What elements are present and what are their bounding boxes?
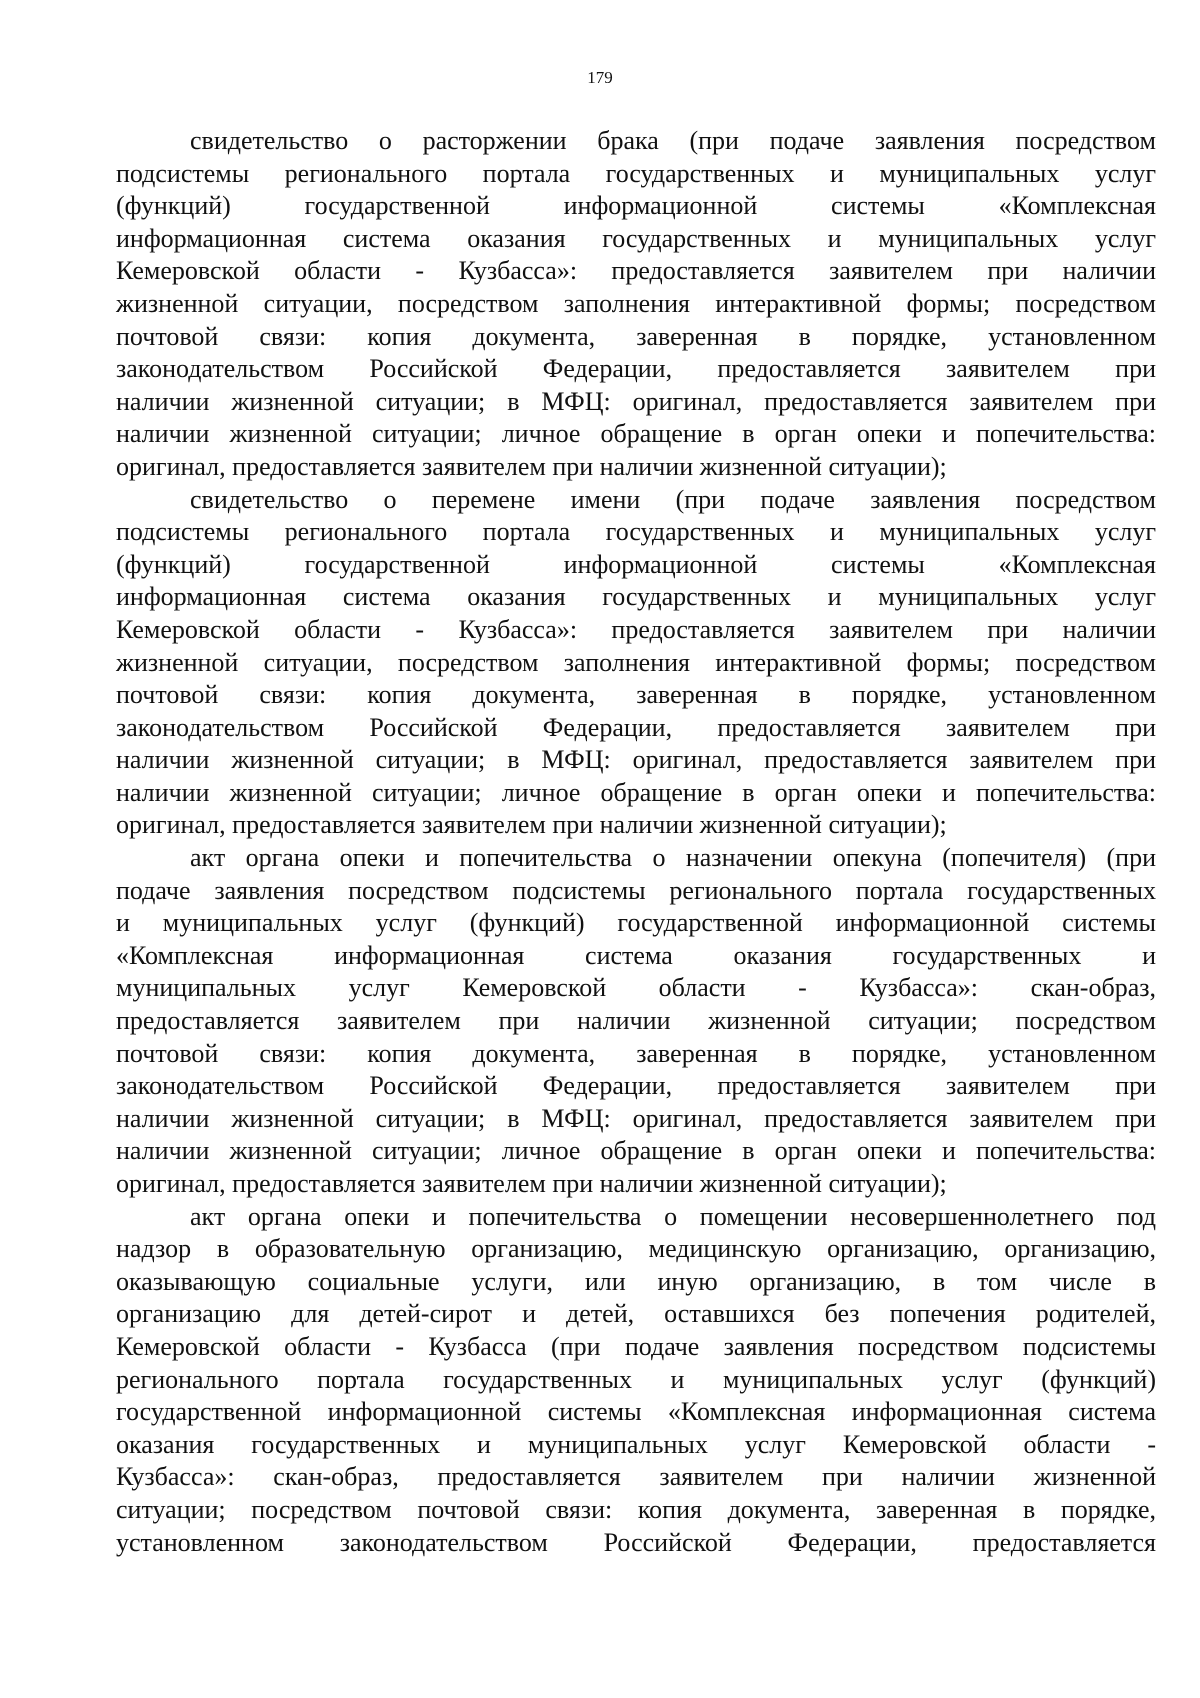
text-line: наличии жизненной ситуации; личное обращение в орган опеки и попечительства: xyxy=(116,777,1156,807)
paragraph-4 xyxy=(116,1201,1156,1560)
text-line: почтовой связи: копия документа, заверенная в порядке, установленном xyxy=(116,680,1156,710)
text-line: (функций) государственной информационной системы «Комплексная xyxy=(116,191,1156,221)
text-line: жизненной ситуации, посредством заполнения интерактивной формы; посредством xyxy=(116,647,1156,677)
text-line: «Комплексная информационная система оказания государственных и xyxy=(116,940,1156,970)
text-line: оказания государственных и муниципальных услуг Кемеровской области - xyxy=(116,1429,1156,1459)
text-line: оригинал, предоставляется заявителем при наличии жизненной ситуации); xyxy=(116,810,947,840)
paragraph-1 xyxy=(116,125,1156,484)
text-line: оказывающую социальные услуги, или иную организацию, в том числе в xyxy=(116,1266,1156,1296)
text-line: акт органа опеки и попечительства о помещении несовершеннолетнего под xyxy=(190,1201,1156,1231)
text-line: муниципальных услуг Кемеровской области - Кузбасса»: скан-образ, xyxy=(116,973,1156,1003)
text-line: наличии жизненной ситуации; личное обращение в орган опеки и попечительства: xyxy=(116,1136,1156,1166)
text-line: свидетельство о расторжении брака (при подаче заявления посредством xyxy=(190,126,1156,155)
text-line: законодательством Российской Федерации, предоставляется заявителем при xyxy=(116,354,1156,384)
text-line: Кузбасса»: скан-образ, предоставляется заявителем при наличии жизненной xyxy=(116,1462,1156,1492)
text-line: и муниципальных услуг (функций) государственной информационной системы xyxy=(116,908,1156,938)
text-line: наличии жизненной ситуации; в МФЦ: оригинал, предоставляется заявителем при xyxy=(116,1103,1156,1133)
text-line: подсистемы регионального портала государственных и муниципальных услуг xyxy=(116,517,1156,547)
text-line: законодательством Российской Федерации, предоставляется заявителем при xyxy=(116,1071,1156,1101)
text-line: наличии жизненной ситуации; личное обращение в орган опеки и попечительства: xyxy=(116,419,1156,449)
text-line: ситуации; посредством почтовой связи: копия документа, заверенная в порядке, xyxy=(116,1494,1156,1524)
text-line: наличии жизненной ситуации; в МФЦ: оригинал, предоставляется заявителем при xyxy=(116,386,1156,416)
text-line: наличии жизненной ситуации; в МФЦ: оригинал, предоставляется заявителем при xyxy=(116,745,1156,775)
text-line: Кемеровской области - Кузбасса (при подаче заявления посредством подсистемы xyxy=(116,1331,1156,1361)
text-line: регионального портала государственных и муниципальных услуг (функций) xyxy=(116,1364,1156,1394)
text-line: информационная система оказания государственных и муниципальных услуг xyxy=(116,582,1156,612)
text-line: жизненной ситуации, посредством заполнения интерактивной формы; посредством xyxy=(116,288,1156,318)
text-line: подсистемы регионального портала государственных и муниципальных услуг xyxy=(116,158,1156,188)
text-line: (функций) государственной информационной системы «Комплексная xyxy=(116,549,1156,579)
text-line: почтовой связи: копия документа, заверенная в порядке, установленном xyxy=(116,321,1156,351)
text-line: Кемеровской области - Кузбасса»: предоставляется заявителем при наличии xyxy=(116,256,1156,286)
text-line: оригинал, предоставляется заявителем при наличии жизненной ситуации); xyxy=(116,1169,947,1198)
text-line: государственной информационной системы «Комплексная информационная система xyxy=(116,1397,1156,1427)
paragraph-3 xyxy=(116,842,1156,1201)
text-line: подаче заявления посредством подсистемы регионального портала государственных xyxy=(116,875,1156,905)
text-line: предоставляется заявителем при наличии жизненной ситуации; посредством xyxy=(116,1006,1156,1036)
text-line: надзор в образовательную организацию, медицинскую организацию, организацию, xyxy=(116,1234,1156,1264)
page-number: 179 xyxy=(587,68,613,87)
text-line: Кемеровской области - Кузбасса»: предоставляется заявителем при наличии xyxy=(116,614,1156,644)
text-line: информационная система оказания государственных и муниципальных услуг xyxy=(116,223,1156,253)
document-body xyxy=(116,125,1156,1559)
text-line: акт органа опеки и попечительства о назначении опекуна (попечителя) (при xyxy=(190,843,1156,873)
paragraph-2 xyxy=(116,484,1156,843)
text-line: организацию для детей-сирот и детей, оставшихся без попечения родителей, xyxy=(116,1299,1156,1329)
text-line: законодательством Российской Федерации, предоставляется заявителем при xyxy=(116,712,1156,742)
text-line: установленном законодательством Российской Федерации, предоставляется xyxy=(116,1527,1156,1557)
text-line: оригинал, предоставляется заявителем при наличии жизненной ситуации); xyxy=(116,451,947,481)
text-line: свидетельство о перемене имени (при подаче заявления посредством xyxy=(190,484,1156,514)
text-line: почтовой связи: копия документа, заверенная в порядке, установленном xyxy=(116,1038,1156,1068)
